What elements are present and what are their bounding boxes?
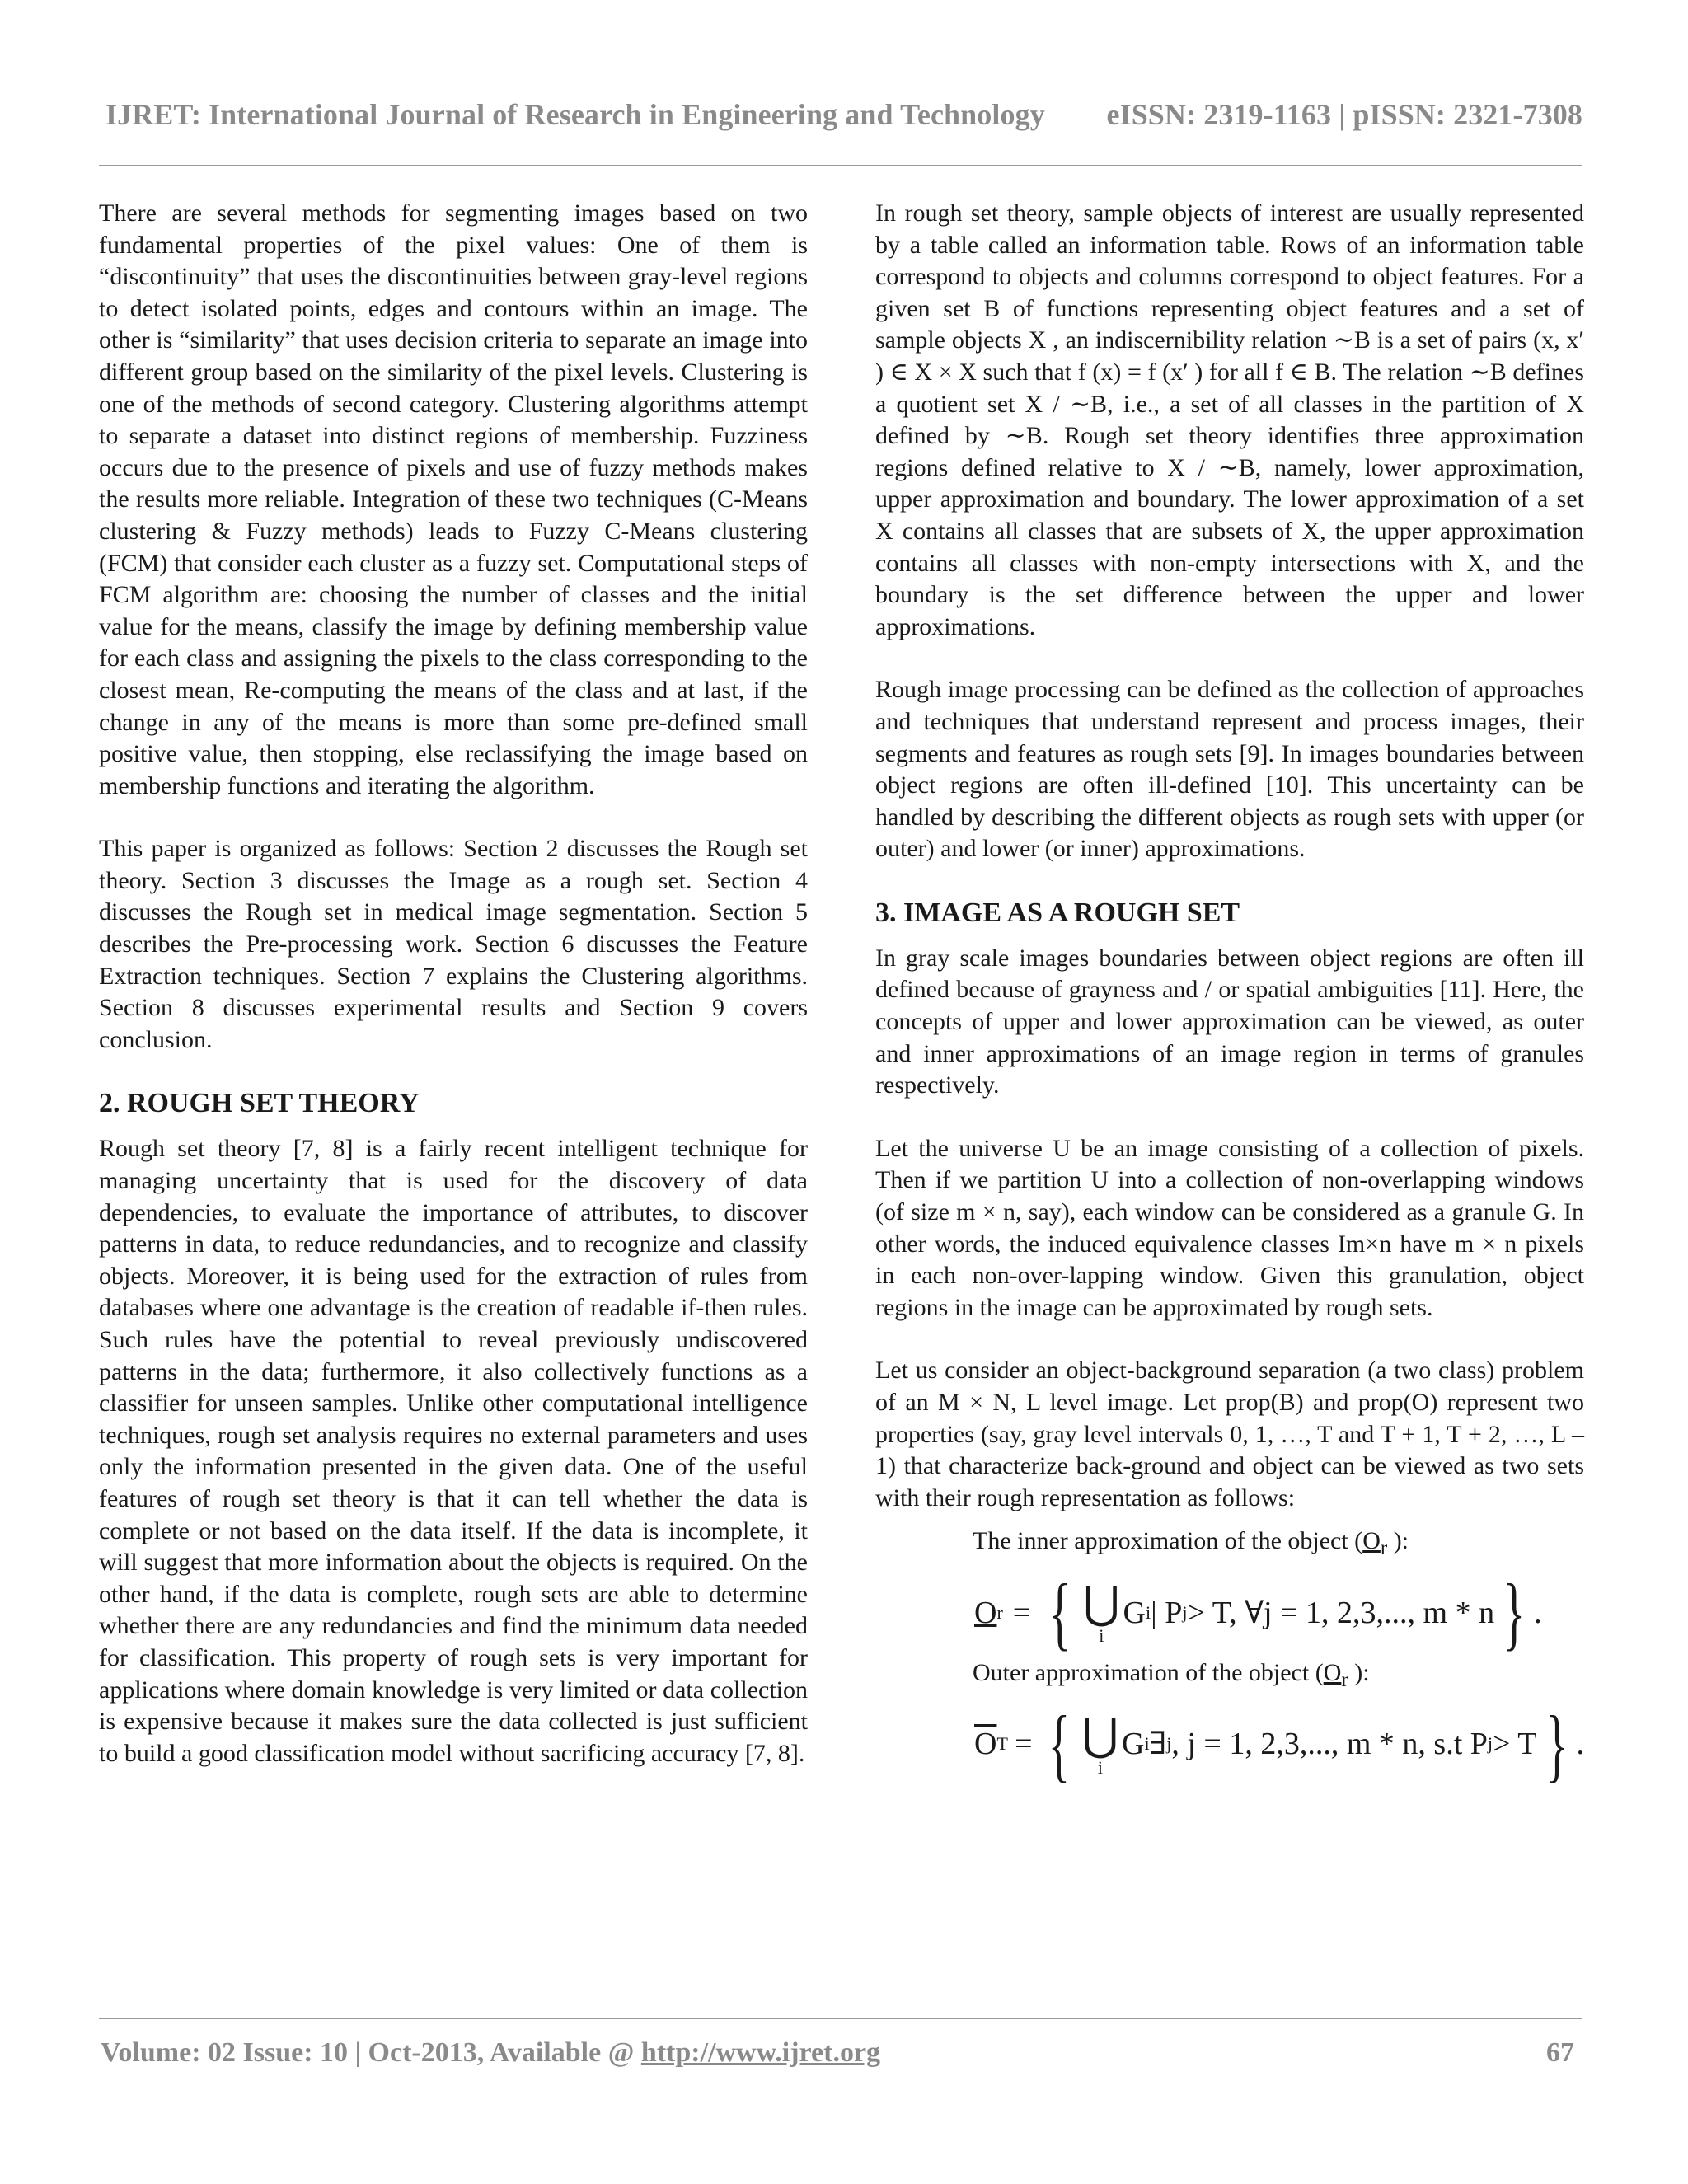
equation-label: Outer approximation of the object ($O_r$ ):	[973, 1658, 1370, 1691]
paragraph: In gray scale images boundaries between object regions are often ill defined because of grayness and / or spatial ambiguities [11]. Here, the concepts of upper and lower approximation can be viewed, as outer and inner approximations of an image region in terms of granules respectively.	[875, 944, 1584, 1099]
issn-info: eISSN: 2319-1163 | pISSN: 2321-7308	[1106, 98, 1582, 131]
paragraph: Rough image processing can be defined as the collection of approaches and techniques that understand represent and process images, their segments and features as rough sets [9]. In images boundaries between object regions are often ill-defined [10]. This uncertainty can be handled by describing the different objects as rough sets with upper (or outer) and lower (or inner) approximations.	[875, 676, 1584, 863]
inner-approximation-equation: O r = { ⋃ i G i | P j > T, ∀j = 1, 2,3,..., m * n } .	[974, 1566, 1542, 1658]
footer-volume: Volume: 02 Issue: 10 | Oct-2013, Available @ http://www.ijret.org	[101, 2037, 881, 2068]
section-heading: 3. IMAGE AS A ROUGH SET	[875, 897, 1240, 928]
paragraph: There are several methods for segmenting images based on two fundamental properties of the pixel values: One of them is “discontinuity” that uses the discontinuities between gray-level regions to detect isolated points, edges and contours within an image. The other is “similarity” that uses decision criteria to separate an image into different group based on the similarity of the pixel levels. Clustering is one of the methods of second category. Clustering algorithms attempt to separate a dataset into distinct regions of membership. Fuzziness occurs due to the presence of pixels and use of fuzzy methods makes the results more reliable. Integration of these two techniques (C-Means clustering & Fuzzy methods) leads to Fuzzy C-Means clustering (FCM) that consider each cluster as a fuzzy set. Computational steps of FCM algorithm are: choosing the number of classes and the initial value for the means, classify the image by defining membership value for each class and assigning the pixels to the class corresponding to the closest mean, Re-computing the means of the class and at last, if the change in any of the means is more than some pre-defined small positive value, then stopping, else reclassifying the image based on membership functions and iterating the algorithm.	[99, 199, 808, 799]
journal-title: IJRET: International Journal of Research in Engineering and Technology	[106, 98, 1045, 131]
paragraph: Let the universe U be an image consisting of a collection of pixels. Then if we partition U into a collection of non-overlapping windows (of size m × n, say), each window can be considered as a granule G. In other words, the induced equivalence classes Im×n have m × n pixels in each non-over-lapping window. Given this granulation, object regions in the image can be approximated by rough sets.	[875, 1134, 1584, 1321]
section-heading: 2. ROUGH SET THEORY	[99, 1088, 420, 1119]
journal-link[interactable]: http://www.ijret.org	[640, 2037, 881, 2068]
equation-label: The inner approximation of the object ($O_r$ ):	[973, 1527, 1409, 1560]
page-number: 67	[1546, 2037, 1574, 2068]
right-column	[875, 198, 1584, 1789]
paragraph: Let us consider an object-background separation (a two class) problem of an M × N, L level image. Let prop(B) and prop(O) represent two properties (say, gray level intervals 0, 1, …, T and T + 1, T + 2, …, L – 1) that characterize back-ground and object can be viewed as two sets with their rough representation as follows:	[875, 1357, 1584, 1511]
footer-divider	[99, 2018, 1582, 2019]
paragraph: This paper is organized as follows: Section 2 discusses the Rough set theory. Section 3 discusses the Image as a rough set. Section 4 discusses the Rough set in medical image segmentation. Section 5 describes the Pre-processing work. Section 6 discusses the Feature Extraction techniques. Section 7 explains the Clustering algorithms. Section 8 discusses experimental results and Section 9 covers conclusion.	[99, 835, 808, 1053]
left-column	[99, 198, 808, 1801]
paragraph: Rough set theory [7, 8] is a fairly recent intelligent technique for managing uncertainty that is used for the discovery of data dependencies, to evaluate the importance of attributes, to discover patterns in data, to reduce redundancies, and to recognize and classify objects. Moreover, it is being used for the extraction of rules from databases where one advantage is the creation of readable if-then rules. Such rules have the potential to reveal previously undiscovered patterns in the data; furthermore, it also collectively functions as a classifier for unseen samples. Unlike other computational intelligence techniques, rough set analysis requires no external parameters and uses only the information presented in the given data. One of the useful features of rough set theory is that it can tell whether the data is complete or not based on the data itself. If the data is incomplete, it will suggest that more information about the objects is required. On the other hand, if the data is complete, rough sets are able to determine whether there are any redundancies and find the minimum data needed for classification. This property of rough sets is very important for applications where domain knowledge is very limited or data collection is expensive because it makes sure the data collected is just sufficient to build a good classification model without sacrificing accuracy [7, 8].	[99, 1135, 808, 1767]
outer-approximation-equation: $\overline{O}$ T = { ⋃ i G i ∃ j , j = 1, 2,3,..., m * n, s.t P j > T } .	[974, 1698, 1584, 1790]
header-divider	[99, 165, 1582, 166]
paragraph: In rough set theory, sample objects of interest are usually represented by a table called an information table. Rows of an information table correspond to objects and columns correspond to object features. For a given set B of functions representing object features and a set of sample objects X , an indiscernibility relation ∼B is a set of pairs (x, x′ ) ∈ X × X such that f (x) = f (x′ ) for all f ∈ B. The relation ∼B defines a quotient set X / ∼B, i.e., a set of all classes in the partition of X defined by ∼B. Rough set theory identifies three approximation regions defined relative to X / ∼B, namely, lower approximation, upper approximation and boundary. The lower approximation of a set X contains all classes that are subsets of X, the upper approximation contains all classes with non-empty intersections with X, and the boundary is the set difference between the upper and lower approximations.	[875, 199, 1584, 640]
